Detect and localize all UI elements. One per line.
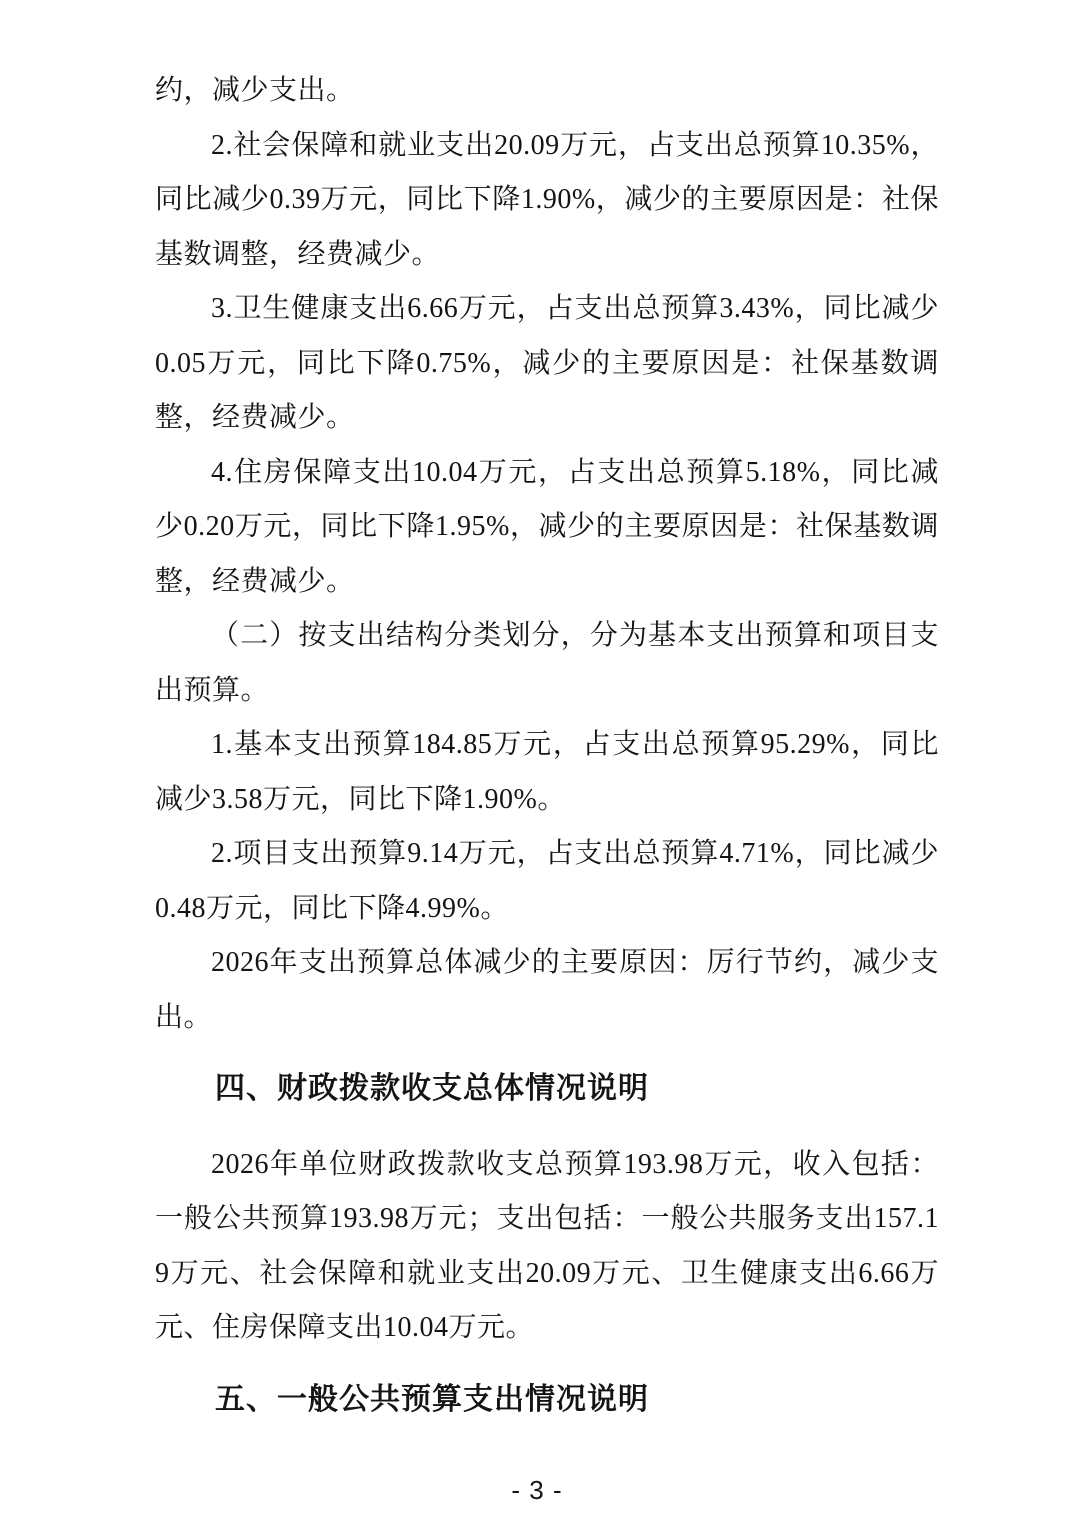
paragraph: 3.卫生健康支出6.66万元，占支出总预算3.43%，同比减少0.05万元，同比下降0.75%，减少的主要原因是：社保基数调整，经费减少。 [155, 293, 939, 433]
paragraph: 2.社会保障和就业支出20.09万元，占支出总预算10.35%，同比减少0.39万元，同比下降1.90%，减少的主要原因是：社保基数调整，经费减少。 [155, 129, 939, 270]
paragraph: 2026年单位财政拨款收支总预算193.98万元，收入包括：一般公共预算193.98万元；支出包括：一般公共服务支出157.19万元、社会保障和就业支出20.09万元、卫生健康支出6.66万元、住房保障支出10.04万元。 [155, 1148, 939, 1343]
paragraph: 约，减少支出。 [155, 75, 355, 106]
paragraph: 2026年支出预算总体减少的主要原因：厉行节约，减少支出。 [155, 947, 939, 1033]
page-content [155, 64, 939, 1448]
section-heading: 四、财政拨款收支总体情况说明 [215, 1072, 649, 1105]
paragraph: 2.项目支出预算9.14万元，占支出总预算4.71%，同比减少0.48万元，同比下降4.99%。 [155, 838, 939, 924]
paragraph: 4.住房保障支出10.04万元，占支出总预算5.18%，同比减少0.20万元，同比下降1.95%，减少的主要原因是：社保基数调整，经费减少。 [155, 456, 939, 597]
paragraph: 1.基本支出预算184.85万元，占支出总预算95.29%，同比减少3.58万元，同比下降1.90%。 [155, 729, 939, 815]
paragraph: （二）按支出结构分类划分，分为基本支出预算和项目支出预算。 [155, 620, 939, 706]
page-number: - 3 - [511, 1475, 563, 1505]
section-heading: 五、一般公共预算支出情况说明 [215, 1382, 649, 1416]
